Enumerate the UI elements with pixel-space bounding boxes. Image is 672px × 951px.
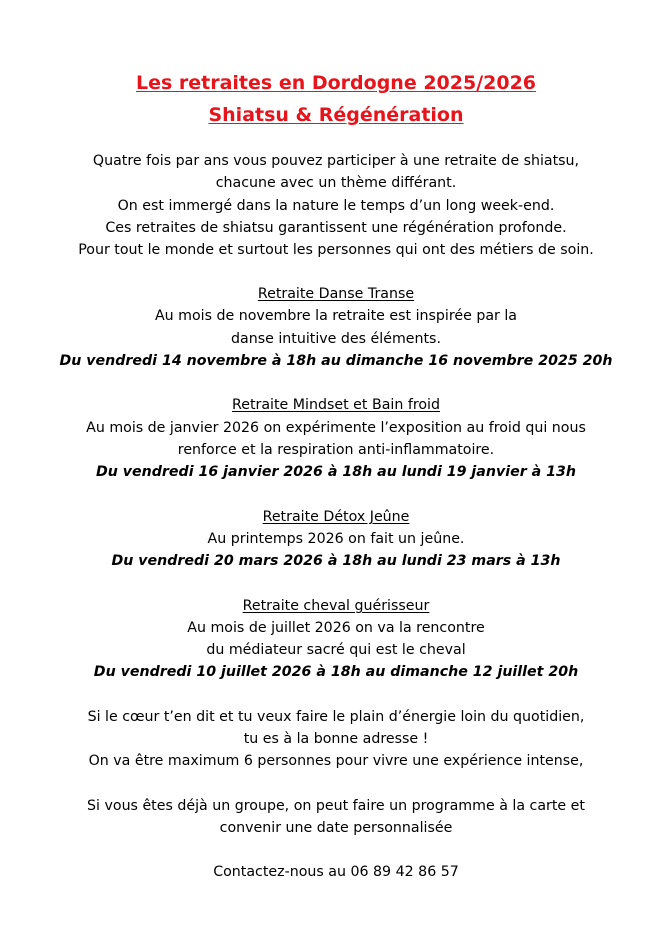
retreat-dates: Du vendredi 20 mars 2026 à 18h au lundi 23 mars à 13h [111, 553, 561, 569]
intro-line: chacune avec un thème différant. [215, 175, 457, 191]
contact-line: Contactez-nous au 06 89 42 86 57 [213, 864, 459, 880]
intro-line: Ces retraites de shiatsu garantissent une régénération profonde. [105, 220, 567, 236]
retreat-description: renforce et la respiration anti-inflammatoire. [177, 442, 495, 458]
intro-line: Pour tout le monde et surtout les personnes qui ont des métiers de soin. [78, 242, 594, 258]
intro-line: Quatre fois par ans vous pouvez participer à une retraite de shiatsu, [92, 153, 580, 169]
intro-line: On est immergé dans la nature le temps d’un long week-end. [117, 198, 555, 214]
retreat-title: Retraite Danse Transe [257, 286, 415, 302]
retreat-description: Au mois de novembre la retraite est inspirée par la [154, 308, 518, 324]
group-line: convenir une date personnalisée [219, 820, 453, 836]
closing-line: tu es à la bonne adresse ! [243, 731, 429, 747]
retreat-description: du médiateur sacré qui est le cheval [206, 642, 466, 658]
retreat-dates: Du vendredi 16 janvier 2026 à 18h au lundi 19 janvier à 13h [95, 464, 576, 480]
retreat-title: Retraite Mindset et Bain froid [232, 397, 440, 413]
retreat-description: Au mois de juillet 2026 on va la rencontre [187, 620, 485, 636]
closing-line: On va être maximum 6 personnes pour vivre une expérience intense, [88, 753, 584, 769]
retreat-title: Retraite cheval guérisseur [242, 598, 430, 614]
retreat-description: Au mois de janvier 2026 on expérimente l’exposition au froid qui nous [86, 420, 586, 436]
retreat-description: Au printemps 2026 on fait un jeûne. [207, 531, 465, 547]
title-line-2: Shiatsu & Régénération [208, 104, 464, 126]
retreat-title: Retraite Détox Jeûne [262, 509, 410, 525]
retreat-dates: Du vendredi 14 novembre à 18h au dimanche 16 novembre 2025 20h [59, 353, 613, 369]
group-line: Si vous êtes déjà un groupe, on peut faire un programme à la carte et [87, 798, 585, 814]
retreat-description: danse intuitive des éléments. [231, 331, 441, 347]
retreat-dates: Du vendredi 10 juillet 2026 à 18h au dimanche 12 juillet 20h [93, 664, 579, 680]
closing-line: Si le cœur t’en dit et tu veux faire le plain d’énergie loin du quotidien, [87, 709, 585, 725]
title-line-1: Les retraites en Dordogne 2025/2026 [135, 72, 537, 94]
